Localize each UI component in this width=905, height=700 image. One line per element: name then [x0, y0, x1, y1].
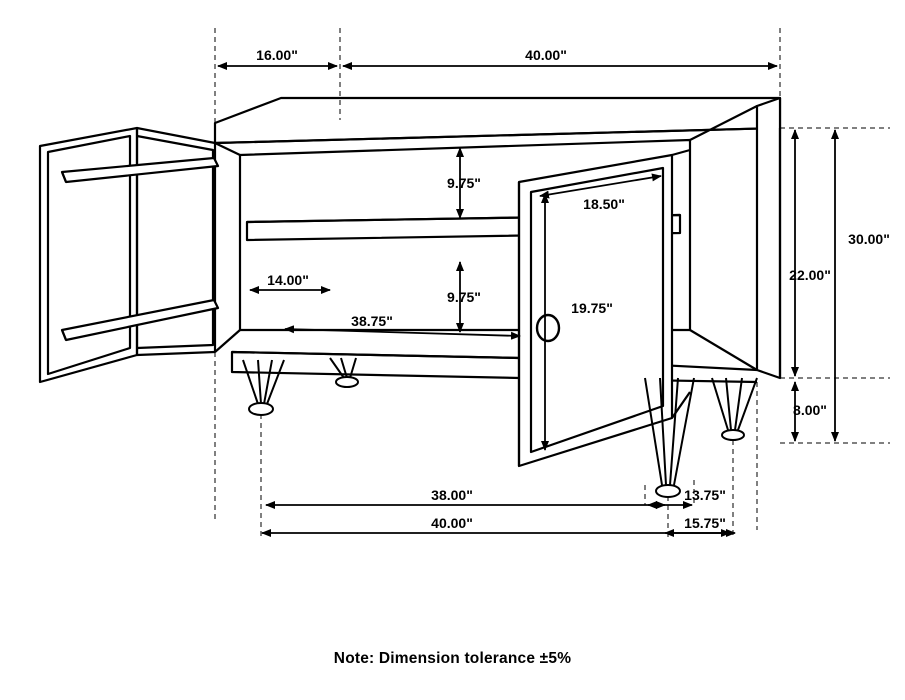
dimension-overall-height — [835, 130, 890, 441]
dim-base-inner-width: 38.00" — [431, 487, 473, 503]
dim-upper-shelf-gap: 9.75" — [447, 175, 481, 191]
dimension-base-inner-width — [266, 487, 665, 505]
dim-leg-height: 8.00" — [793, 402, 827, 418]
door-knob — [537, 315, 559, 341]
dim-top-right-span: 40.00" — [525, 47, 567, 63]
legs — [243, 358, 757, 497]
dimension-leg-height — [793, 382, 827, 441]
dim-door-inner-width: 18.50" — [583, 196, 625, 212]
dim-door-inner-height: 19.75" — [571, 300, 613, 316]
dim-leg-spread-inner: 13.75" — [684, 487, 726, 503]
dim-leg-spread-outer: 15.75" — [684, 515, 726, 531]
dimension-base-outer-width — [262, 515, 730, 533]
dim-overall-height: 30.00" — [848, 231, 890, 247]
dim-interior-width: 38.75" — [351, 313, 393, 329]
dim-lower-shelf-gap: 9.75" — [447, 289, 481, 305]
left-door-open — [40, 128, 218, 382]
dimension-body-height — [789, 130, 831, 376]
dim-left-door-width: 14.00" — [267, 272, 309, 288]
dimension-leg-spread-outer — [665, 515, 735, 533]
dim-base-outer-width: 40.00" — [431, 515, 473, 531]
dim-top-left-span: 16.00" — [256, 47, 298, 63]
dimension-top-right — [343, 47, 777, 66]
dim-body-height: 22.00" — [789, 267, 831, 283]
tolerance-note: Note: Dimension tolerance ±5% — [333, 650, 572, 667]
dimension-top-left — [218, 47, 337, 66]
